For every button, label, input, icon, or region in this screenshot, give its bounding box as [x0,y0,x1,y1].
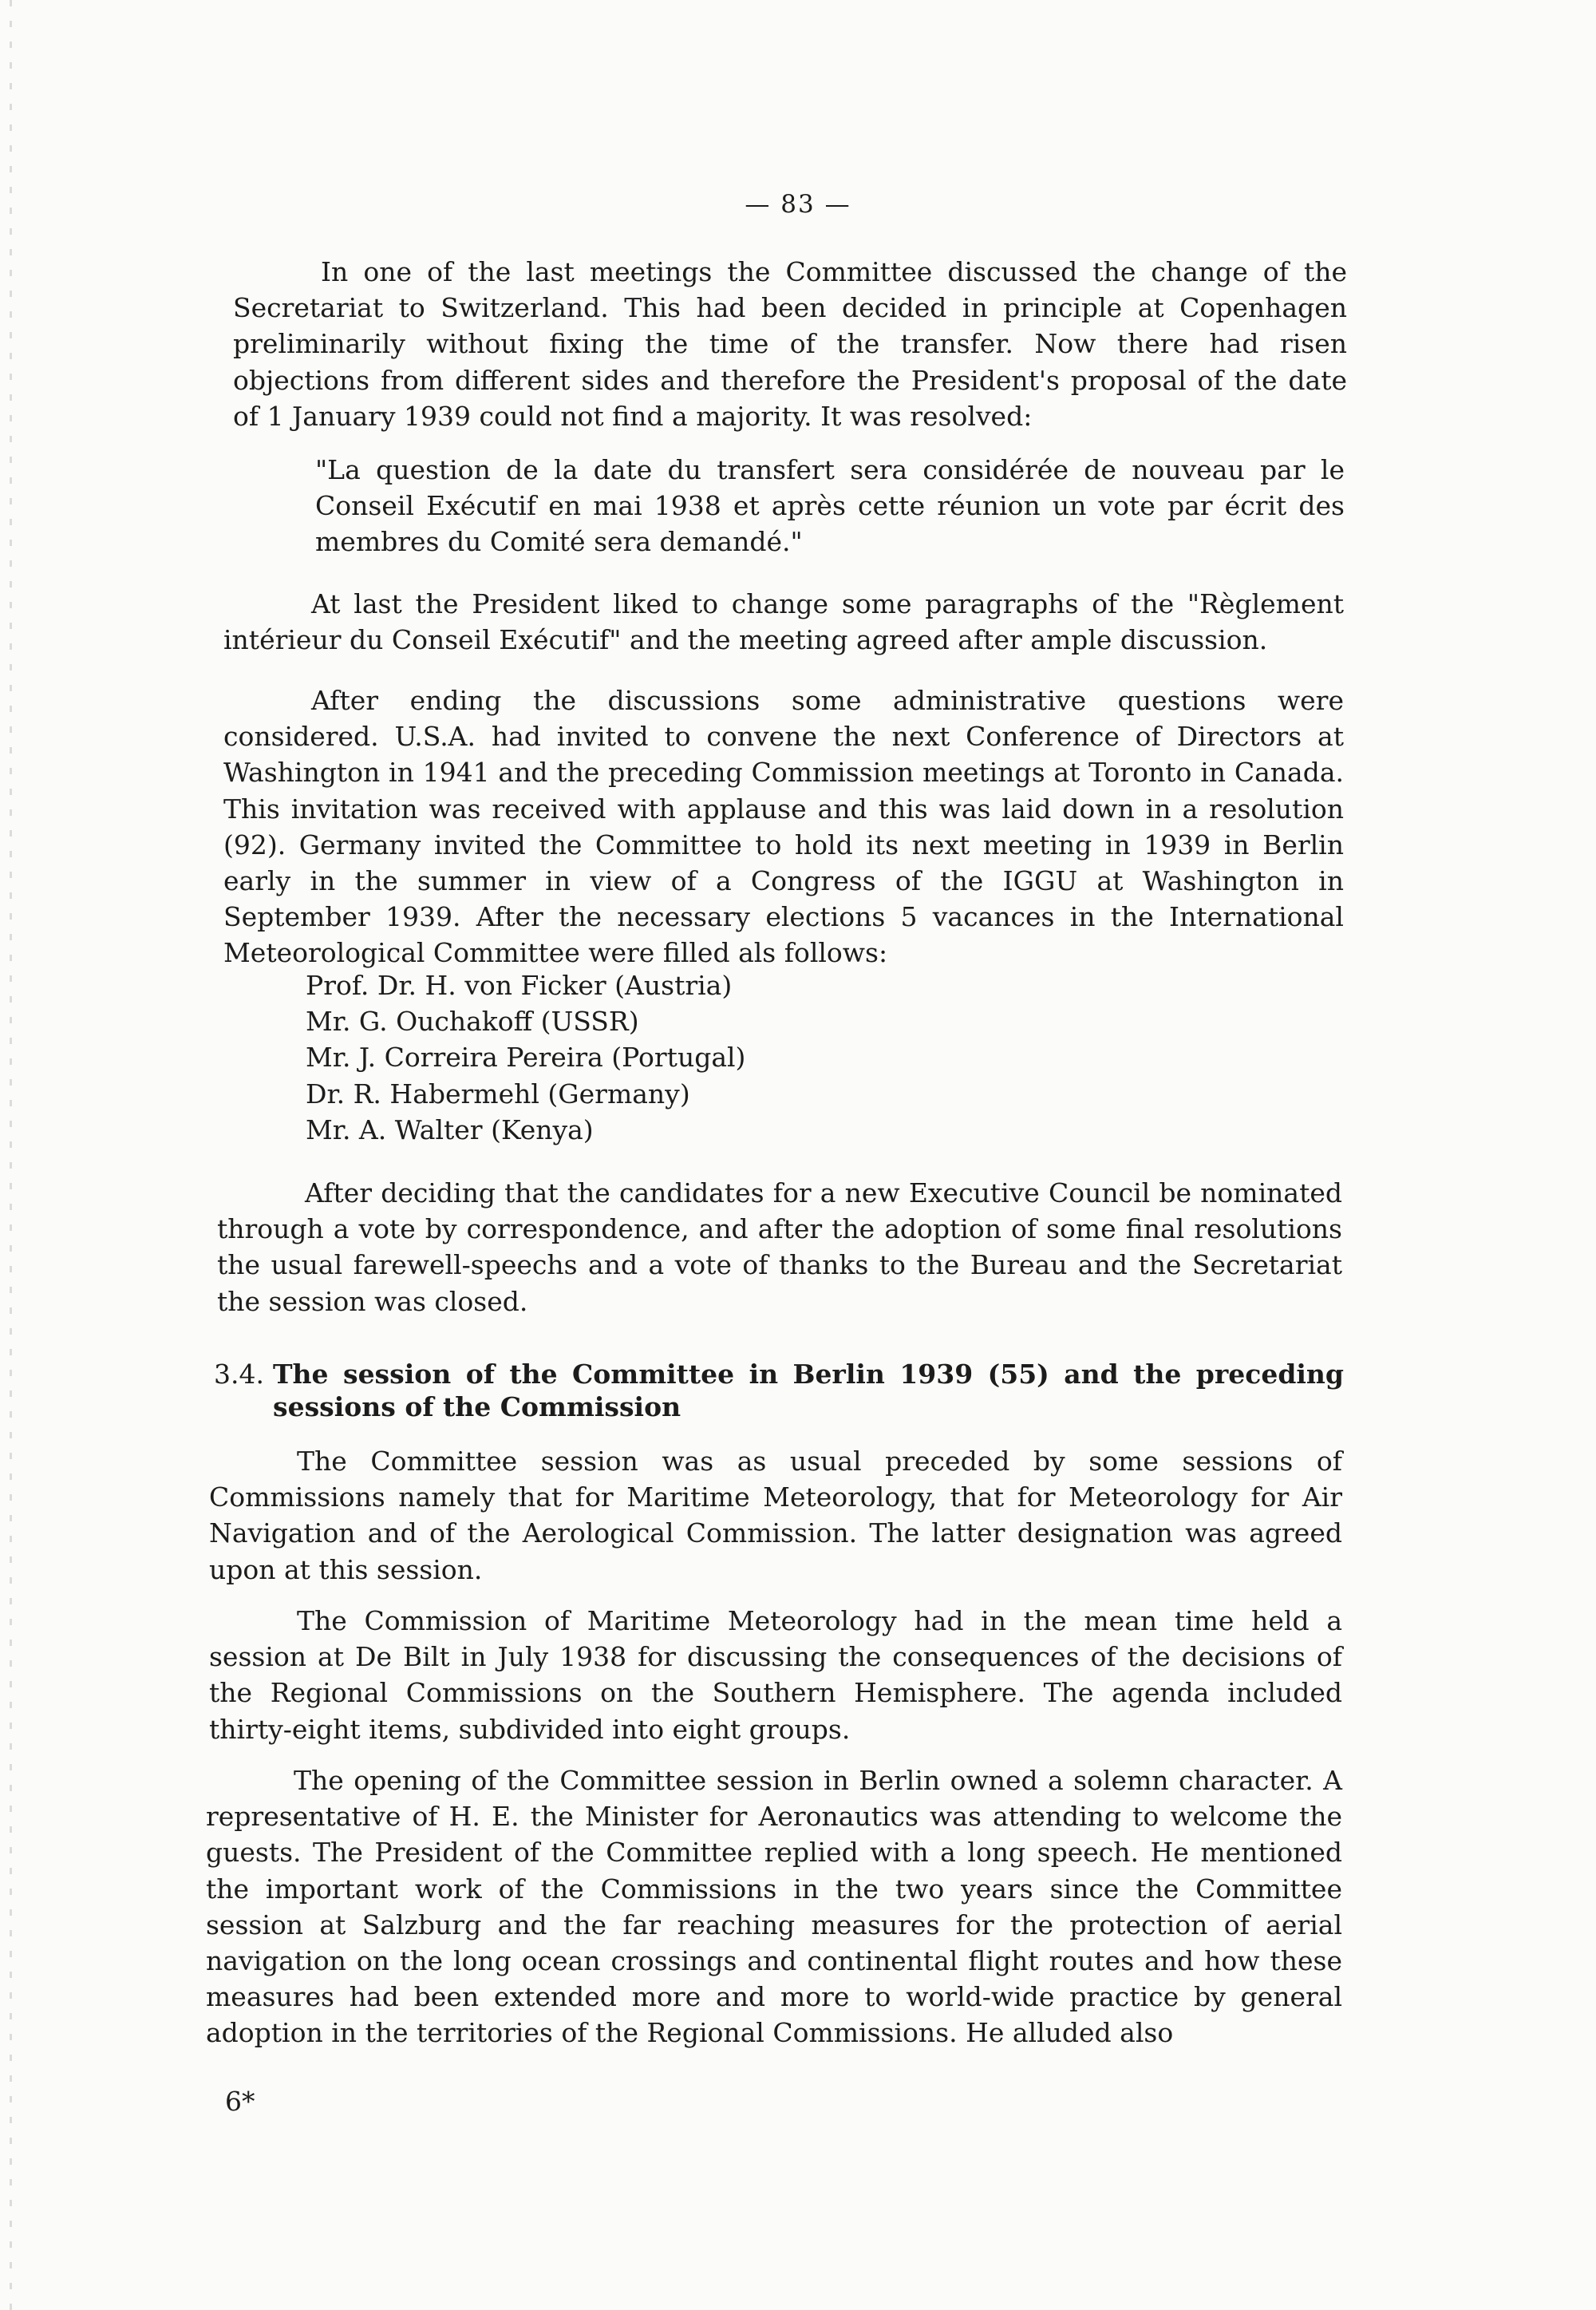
list-item: Mr. A. Walter (Kenya) [306,1113,594,1145]
list-item: Prof. Dr. H. von Ficker (Austria) [306,970,733,1001]
paragraph-commissions [209,1443,1342,1588]
paragraph-text: At last the President liked to change some paragraphs of the "Règlement intérieur du Conseil Exécutif" and the meeting agreed after ample discussion. [223,588,1344,656]
section-heading [214,1358,1344,1423]
paragraph-text: The opening of the Committee session in Berlin owned a solemn character. A representative of H. E. the Minister for Aeronautics was attending to welcome the guests. The President of the Committee replied with a long speech. He mentioned the important work of the Commissions in the two years since the Committee session at Salzburg and the far reaching measures for the protection of aerial navigation on the long ocean crossings and continental flight routes and how these measures had been extended more and more to world-wide practice by general adoption in the territories of the Regional Commissions. He alluded also [206,1765,1342,2049]
paragraph-text: The Committee session was as usual preceded by some sessions of Commissions namely that for Maritime Meteorology, that for Meteorology for Air Navigation and of the Aerological Commission. The latter designation was agreed upon at this session. [209,1446,1342,1585]
paragraph-text: In one of the last meetings the Committee discussed the change of the Secretariat to Switzerland. This had been decided in principle at Copenhagen preliminarily without fixing the time of the transfer. Now there had risen objections from different sides and therefore the President's proposal of the date of 1 January 1939 could not find a majority. It was resolved: [233,256,1347,432]
paragraph-text: After deciding that the candidates for a new Executive Council be nominated through a vote by correspondence, and after the adoption of some final resolutions the usual farewell-speechs and a vote of thanks to the Bureau and the Secretariat the session was closed. [217,1177,1342,1317]
paragraph-opening [206,1762,1342,2051]
paragraph-closing [217,1175,1342,1319]
paragraph-text: After ending the discussions some administrative questions were considered. U.S.A. had invited to convene the next Conference of Directors at Washington in 1941 and the preceding Commission meetings at Toronto in Canada. This invitation was received with applause and this was laid down in a resolution (92). Germany invited the Committee to hold its next meeting in 1939 in Berlin early in the summer in view of a Congress of the IGGU at Washington in September 1939. After the necessary elections 5 vacances in the International Meteorological Committee were filled als follows: [223,685,1344,969]
scan-margin-artifact [10,0,12,2310]
paragraph-maritime [209,1603,1342,1747]
section-number: 3.4. [214,1359,264,1390]
page-number: — 83 — [745,190,851,219]
list-item: Mr. J. Correira Pereira (Portugal) [306,1042,746,1074]
resolution-quote: "La question de la date du transfert sera considérée de nouveau par le Conseil Exécutif en mai 1938 et après cette réunion un vote par écrit des membres du Comité sera demandé." [315,454,1345,558]
paragraph-reglement [223,586,1344,658]
paragraph-administrative [223,682,1344,971]
section-title: The session of the Committee in Berlin 1939 (55) and the preceding sessions of the Commission [273,1359,1344,1422]
elected-members-list [306,967,745,1148]
paragraph-secretariat [233,254,1347,434]
signature-mark: 6* [225,2086,255,2117]
list-item: Mr. G. Ouchakoff (USSR) [306,1006,639,1038]
paragraph-text: The Commission of Maritime Meteorology had in the mean time held a session at De Bilt in July 1938 for discussing the consequences of the decisions of the Regional Commissions on the Southern Hemisphere. The agenda included thirty-eight items, subdivided into eight groups. [209,1605,1342,1745]
list-item: Dr. R. Habermehl (Germany) [306,1078,690,1110]
